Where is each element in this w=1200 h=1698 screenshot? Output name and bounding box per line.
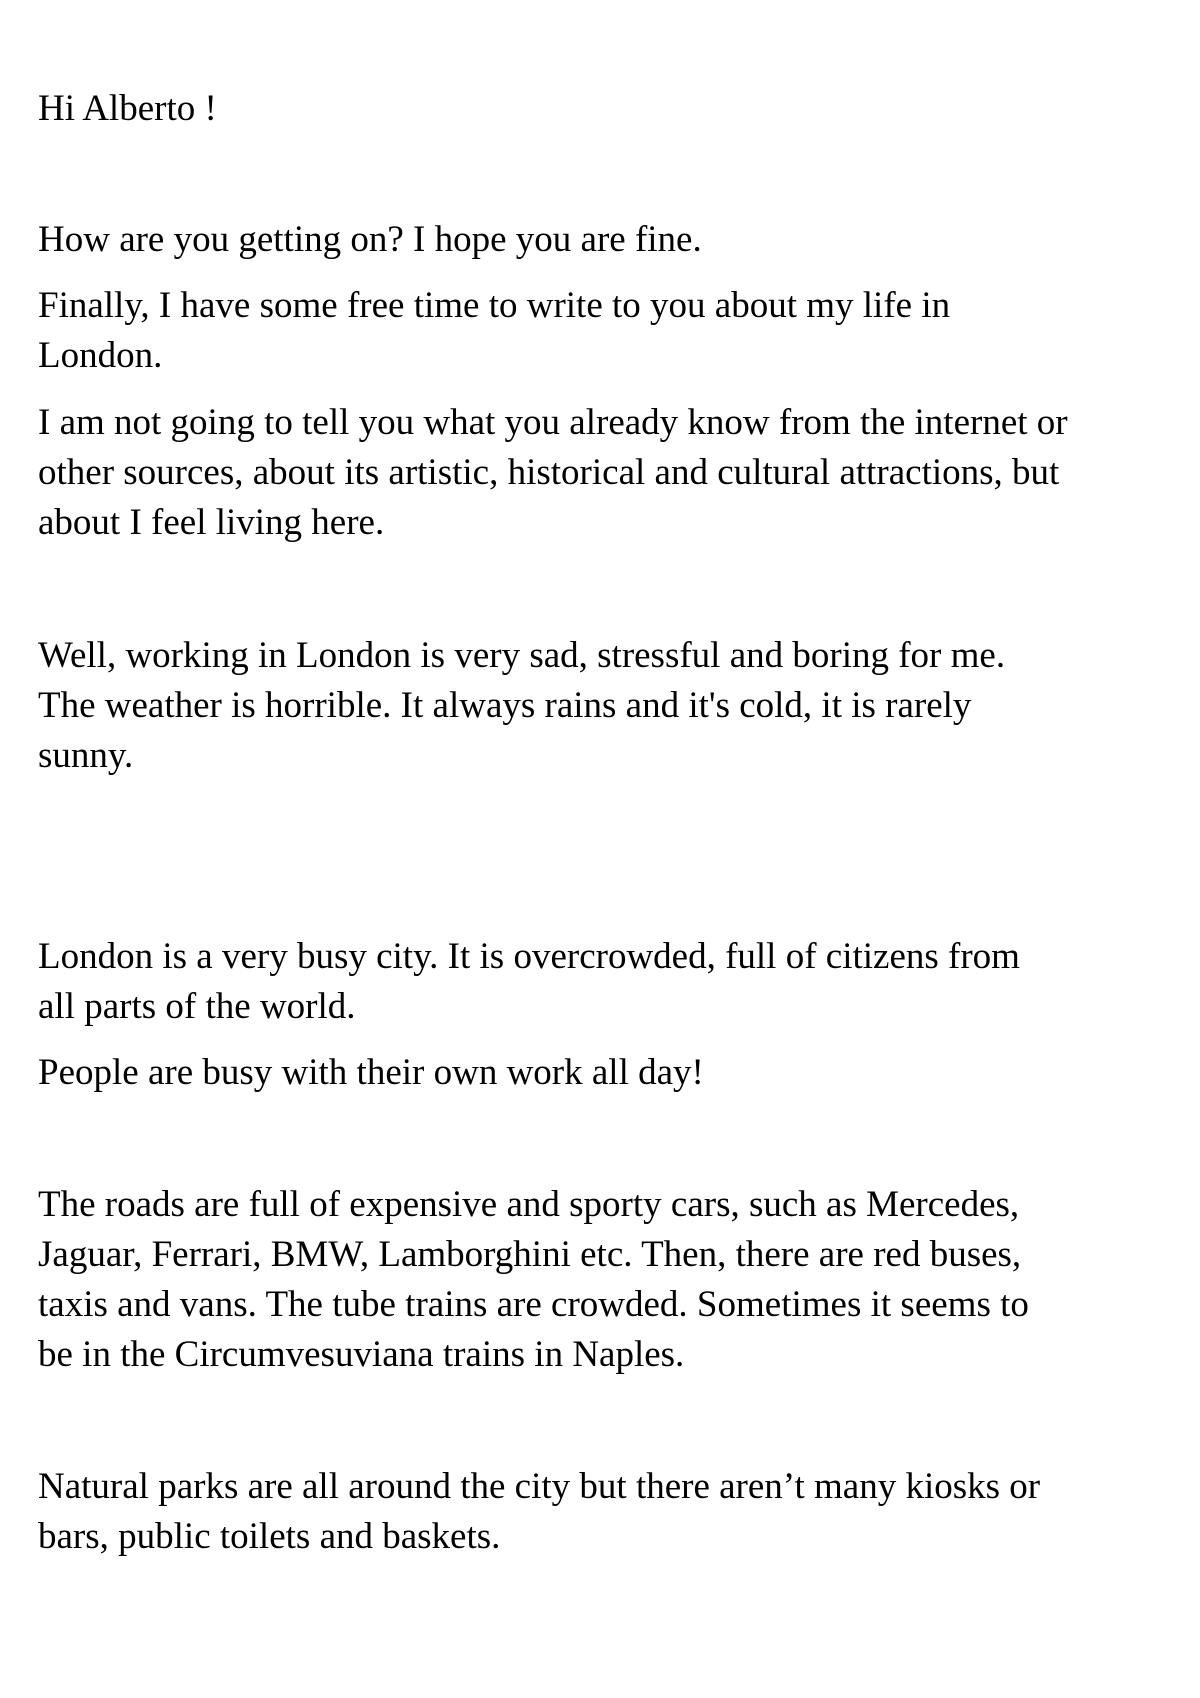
letter-paragraph: London is a very busy city. It is overcrowded, full of citizens from all parts of the world. bbox=[38, 936, 1020, 1027]
letter-paragraph: Well, working in London is very sad, stressful and boring for me. The weather is horrible. It always rains and it's cold, it is rarely sunny. bbox=[38, 635, 1006, 776]
letter-paragraph: How are you getting on? I hope you are fine. bbox=[38, 219, 702, 260]
letter-paragraph: The roads are full of expensive and sporty cars, such as Mercedes, Jaguar, Ferrari, BMW, Lamborghini etc. Then, there are red buses, taxis and vans. The tube trains are crowded. Sometimes it seems to be in the Circumvesuviana trains in Naples. bbox=[38, 1184, 1029, 1375]
letter-greeting: Hi Alberto ! bbox=[38, 88, 217, 129]
letter-paragraph: Finally, I have some free time to write to you about my life in London. bbox=[38, 285, 951, 376]
letter-paragraph: People are busy with their own work all day! bbox=[38, 1052, 704, 1093]
letter-paragraph: Natural parks are all around the city but there aren’t many kiosks or bars, public toilets and baskets. bbox=[38, 1466, 1041, 1557]
letter-paragraph: I am not going to tell you what you already know from the internet or other sources, about its artistic, historical and cultural attractions, but about I feel living here. bbox=[38, 402, 1068, 543]
